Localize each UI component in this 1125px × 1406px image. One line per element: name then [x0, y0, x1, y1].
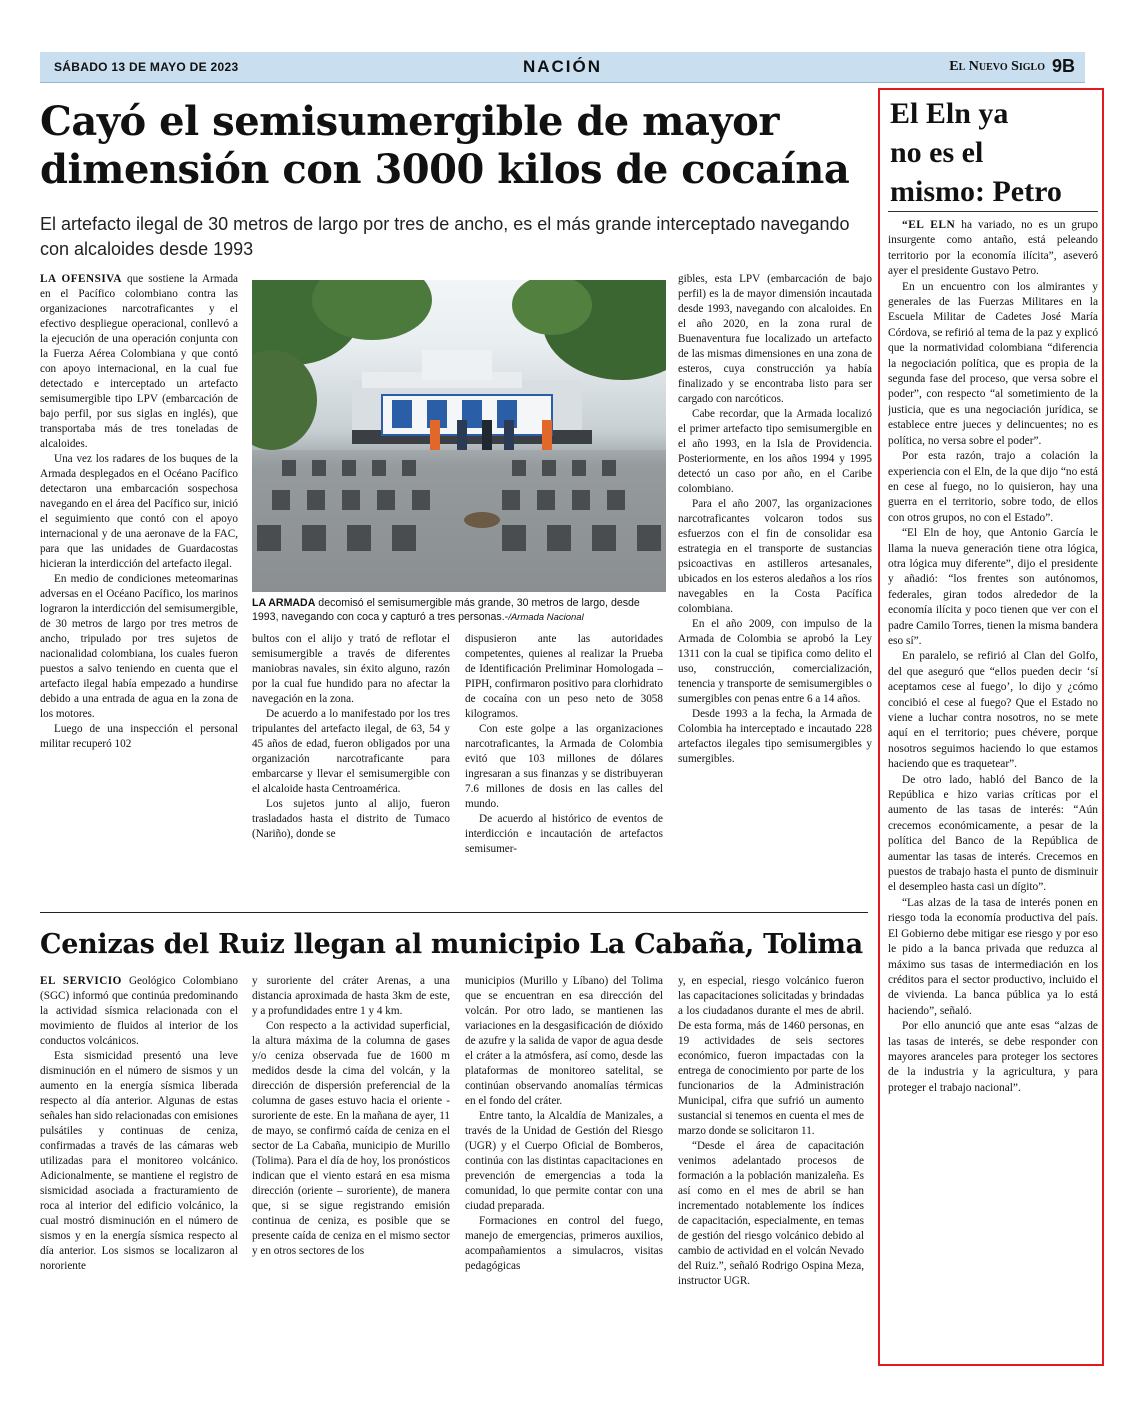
sidebar-title-rule	[888, 211, 1098, 212]
photo-illustration	[252, 280, 666, 592]
paragraph: Desde 1993 a la fecha, la Armada de Colombia ha interceptado e incautado 228 artefactos ilegales tipo semisumergibles y sumergibles.	[678, 708, 872, 765]
lead-word: LA OFENSIVA	[40, 273, 122, 285]
paragraph: y suroriente del cráter Arenas, a una distancia aproximada de hasta 3km de este, y a profundidades entre 1 y 4 km.	[252, 975, 450, 1017]
main-subhead: El artefacto ilegal de 30 metros de largo por tres de ancho, es el más grande interceptado navegando con alcaloides desde 1993	[40, 214, 850, 259]
issue-date: SÁBADO 13 DE MAYO DE 2023	[54, 60, 239, 74]
page-number: 9B	[1051, 56, 1075, 76]
paragraph: Cabe recordar, que la Armada localizó el primer artefacto tipo semisumergible en el año 1993, en la Isla de Providencia. Posteriormente, en los años 1994 y 1995 detectó un caso por año, en el Caribe colombiano.	[678, 408, 872, 495]
paragraph: municipios (Murillo y Líbano) del Tolima que se encuentran en esa dirección del volcán. Por otro lado, se mantienen las variaciones en la desgasificación de dióxido de azufre y la salida de vapor de agua desde el cráter a la atmósfera, así como, desde las plataformas de monitoreo satelital, se continúan observando anomalías térmicas en el fondo del cráter.	[465, 975, 663, 1107]
paragraph: De acuerdo a lo manifestado por los tres tripulantes del artefacto ilegal, de 63, 54 y 45 años de edad, fueron obligados por una organización narcotraficante para embarcarse y llevar el semisumergible con el alcaloide hasta Centroamérica.	[252, 708, 450, 795]
main-article-column-4	[678, 272, 872, 904]
paragraph: EL SERVICIO Geológico Colombiano (SGC) informó que continúa predominando la actividad sísmica relacionada con el movimiento de fluidos al interior de los conductos volcánicos.	[40, 975, 238, 1047]
sidebar-title	[890, 94, 1100, 211]
paragraph: Una vez los radares de los buques de la Armada desplegados en el Océano Pacífico detectaron una embarcación sospechosa navegando en el área del Pacífico sur, inició el seguimiento que contó con el apoyo internacional y de una aeronave de la FAC, para que las unidades de Guardacostas hicieran la interdicción del artefacto ilegal.	[40, 453, 238, 570]
paragraph: En medio de condiciones meteomarinas adversas en el Océano Pacífico, los marinos lograron la interdicción del semisumergible, de 30 metros de largo por tres metros de ancho, tripulado por tres sujetos de nacionalidad colombiana, los cuales fueron puestos a salvo teniendo en cuenta que el artefacto ilegal había empezado a hundirse debido a una entrada de agua en la zona de los motores.	[40, 573, 238, 720]
paragraph: LA OFENSIVA que sostiene la Armada en el Pacífico colombiano contra las organizaciones narcotraficantes y el efectivo despliegue operacional, conllevó a la ejecución de una operación conjunta con la Fuerza Aérea Colombiana y que contó con apoyo internacional, en la cual fue detectado e interceptado un artefacto semisumergible tipo LPV (embarcación de bajo perfil, por sus siglas en inglés), que transportaba más de tres toneladas de alcaloides.	[40, 273, 238, 450]
main-article-column-2	[252, 632, 450, 904]
section-name: NACIÓN	[522, 57, 603, 76]
main-headline-line2: dimensión con 3000 kilos de cocaína	[40, 146, 850, 193]
paragraph: bultos con el alijo y trató de reflotar el semisumergible a través de diferentes maniobras navales, sin éxito alguno, razón por la cual fue hundido para no afectar la navegación en la zona.	[252, 633, 450, 705]
paragraph: Luego de una inspección el personal militar recuperó 102	[40, 723, 238, 750]
lead-word: EL SERVICIO	[40, 975, 122, 987]
main-headline	[40, 98, 860, 194]
paragraph: “El Eln de hoy, que Antonio García le llama la nueva generación tiene otra lógica, otra lógica muy diferente”, dijo el presidente y añadió: “los frentes son autónomos, federales, giran todos alrededor de la economía ilícita y poco tienen que ver con el padre Camilo Torres, tienen la misma bandera eso sí”.	[888, 527, 1098, 647]
photo-caption: LA ARMADA decomisó el semisumergible más grande, 30 metros de largo, desde 1993, navegando con coca y capturó a tres personas.-/Armada Nacional	[252, 597, 640, 623]
paragraph: Con este golpe a las organizaciones narcotraficantes, la Armada de Colombia evitó que 103 millones de dólares ingresaran a sus finanzas y se distribuyeran 7.6 millones de dosis en las calles del mundo.	[465, 723, 663, 810]
sidebar-title-line3: mismo: Petro	[890, 175, 1062, 208]
newspaper-brand: El Nuevo Siglo	[949, 59, 1045, 74]
paragraph: De acuerdo al histórico de eventos de interdicción e incautación de artefactos semisumer-	[465, 813, 663, 855]
paragraph: Formaciones en control del fuego, manejo de emergencias, primeros auxilios, acompañamientos a simulacros, visitas pedagógicas	[465, 1215, 663, 1272]
paragraph: Por esta razón, trajo a colación la experiencia con el Eln, de la que dijo “no está en cese al fuego, no lo quisieron, hay una guerra en el territorio, sobre todo, de ellos con otros grupos, no con el Estado”.	[888, 450, 1098, 524]
paragraph: Esta sismicidad presentó una leve disminución en el número de sismos y un aumento en la energía sísmica liberada respecto al día anterior. Algunas de estas señales han sido relacionadas con emisiones pulsátiles y continuas de ceniza, confirmadas a través de las cámaras web utilizadas para el monitoreo volcánico. Adicionalmente, se mantiene el registro de sismicidad asociada a fracturamiento de roca al interior del edificio volcánico, la cual mostró disminución en el número de sismos y en la energía sísmica respecto al día anterior. Los sismos se localizaron al nororiente	[40, 1050, 238, 1272]
paragraph: Por ello anunció que ante esas “alzas de las tasas de interés, se debe responder con mayores aranceles para proteger los sectores de la industria y la agricultura, y para proteger el trabajo nacional”.	[888, 1020, 1098, 1094]
paragraph: gibles, esta LPV (embarcación de bajo perfil) es la de mayor dimensión incautada desde 1993, navegando con alcaloides. En el año 2020, en la zona rural de Buenaventura fue localizado un artefacto de las mismas dimensiones en una zona de esteros, cuya construcción ya había finalizado y se encontraba listo para ser cargado con narcóticos.	[678, 273, 872, 405]
main-article-column-1	[40, 272, 238, 902]
article-photo	[252, 280, 666, 592]
paragraph: En un encuentro con los almirantes y generales de las Fuerzas Militares en la Escuela Militar de Cadetes José María Córdova, se refirió al tema de la paz y explicó que la normatividad colombiana “diferencia la negociación política, que es propia de la segunda fase del proceso, que versa sobre el poder”, con respecto “al sometimiento de la justicia, que es una negociación jurídica, se establece entre jueces y delincuentes; no es política, no versa sobre el poder”.	[888, 280, 1098, 447]
paragraph: En paralelo, se refirió al Clan del Golfo, del que aseguró que “ellos pueden decir ‘sí aceptamos cese al fuego’, lo dijo y ¿cómo concibió el cese al fuego? Que el Estado no viene a luchar contra nosotros, no se mete aquí en el territorio; pues chévere, porque nosotros seguimos haciendo lo que estamos haciendo que es traquetear”.	[888, 650, 1098, 771]
sidebar-title-line2: no es el	[890, 136, 984, 169]
sidebar-body	[888, 218, 1098, 1356]
page-header	[40, 52, 1085, 83]
paragraph: “Desde el área de capacitación venimos adelantado procesos de formación a la población manizaleña. Es así como en el mes de abril se han incrementado notablemente los índices de capacitación, especialmente, en temas de gestión del riesgo volcánico debido al cambio de actividad en el volcán Nevado del Ruiz.”, señaló Rodrigo Ospina Meza, instructor UGR.	[678, 1140, 864, 1287]
paragraph: dispusieron ante las autoridades competentes, quienes al realizar la Prueba de Identificación Preliminar Homologada – PIPH, confirmaron positivo para clorhidrato de cocaína con un peso neto de 3058 kilogramos.	[465, 633, 663, 720]
paragraph: Con respecto a la actividad superficial, la altura máxima de la columna de gases y/o ceniza observada fue de 1600 m medidos desde la cima del volcán, y la dirección de dispersión preferencial de la columna de gases estuvo hacia el oriente - suroriente de este. En la mañana de ayer, 11 de mayo, se confirmó caída de ceniza en el sector de La Cabaña, municipio de Murillo (Tolima). Para el día de hoy, los pronósticos indican que el viento estará en esa misma dirección (oriente – suroriente), de manera que, si se sigue registrando emisión continua de ceniza, es posible que se presente caída de ceniza en el mismo sector y en otros sectores de los	[252, 1020, 450, 1257]
photo-credit: /Armada Nacional	[508, 612, 584, 623]
second-article-column-3	[465, 974, 663, 1360]
paragraph: y, en especial, riesgo volcánico fueron las capacitaciones solicitadas y brindadas a los ciudadanos durante el mes de abril. De esta forma, más de 1460 personas, en 19 actividades de seis sectores económico, fueron impactadas con la entrega de conocimiento por parte de los funcionarios de la Administración Municipal, cifra que sufrió un aumento sustancial si tenemos en cuenta el mes de marzo donde se solicitaron 11.	[678, 975, 864, 1137]
second-article-column-4	[678, 974, 864, 1360]
second-headline: Cenizas del Ruiz llegan al municipio La Cabaña, Tolima	[40, 929, 863, 960]
lead-word: “EL ELN	[902, 219, 956, 231]
paragraph: “EL ELN ha variado, no es un grupo insurgente como antaño, está peleando territorio por la economía ilícita”, aseveró ayer el presidente Gustavo Petro.	[888, 219, 1098, 278]
paragraph: “Las alzas de la tasa de interés ponen en riesgo toda la economía productiva del país. El Gobierno debe mitigar ese riesgo y por eso le pido a la banca privada que reduzca al máximo sus tasas de intermediación en los créditos para el sector productivo, incluido el de vivienda. La banca pública ya lo está haciendo”, señaló.	[888, 896, 1098, 1017]
main-article-column-3	[465, 632, 663, 904]
paragraph: Los sujetos junto al alijo, fueron trasladados hasta el distrito de Tumaco (Nariño), donde se	[252, 798, 450, 840]
paragraph: Entre tanto, la Alcaldía de Manizales, a través de la Unidad de Gestión del Riesgo (UGR) y el Cuerpo Oficial de Bomberos, continúa con las distintas capacitaciones en prevención de emergencias a toda la comunidad, lo que permite contar con una ciudad preparada.	[465, 1110, 663, 1212]
second-article-column-2	[252, 974, 450, 1360]
main-headline-line1: Cayó el semisumergible de mayor	[40, 98, 779, 145]
paragraph: De otro lado, habló del Banco de la República e hizo varias críticas por el aumento de las tasas de interés: “Aún crecemos económicamente, a pesar de la política del Banco de la República de aumentar las tasas de interés. Crecemos en puestos de trabajo hasta el punto de disminuir el desempleo hasta casi un dígito”.	[888, 773, 1098, 894]
paragraph: En el año 2009, con impulso de la Armada de Colombia se aprobó la Ley 1311 con la cual se tipifica como delito el uso, construcción, comercialización, tenencia y transporte de semisumergibles o sumergibles con penas entre 6 a 14 años.	[678, 618, 872, 705]
caption-lead: LA ARMADA	[252, 597, 316, 609]
paragraph: Para el año 2007, las organizaciones narcotraficantes volcaron todos sus esfuerzos con el fin de consolidar esa estrategia en el transporte de sustancias psicoactivas en astilleros artesanales, ubicados en los esteros aledaños a los ríos navegables en la Costa Pacífica colombiana.	[678, 498, 872, 615]
second-article-column-1	[40, 974, 238, 1360]
article-divider	[40, 912, 868, 913]
sidebar-title-line1: El Eln ya	[890, 97, 1009, 130]
